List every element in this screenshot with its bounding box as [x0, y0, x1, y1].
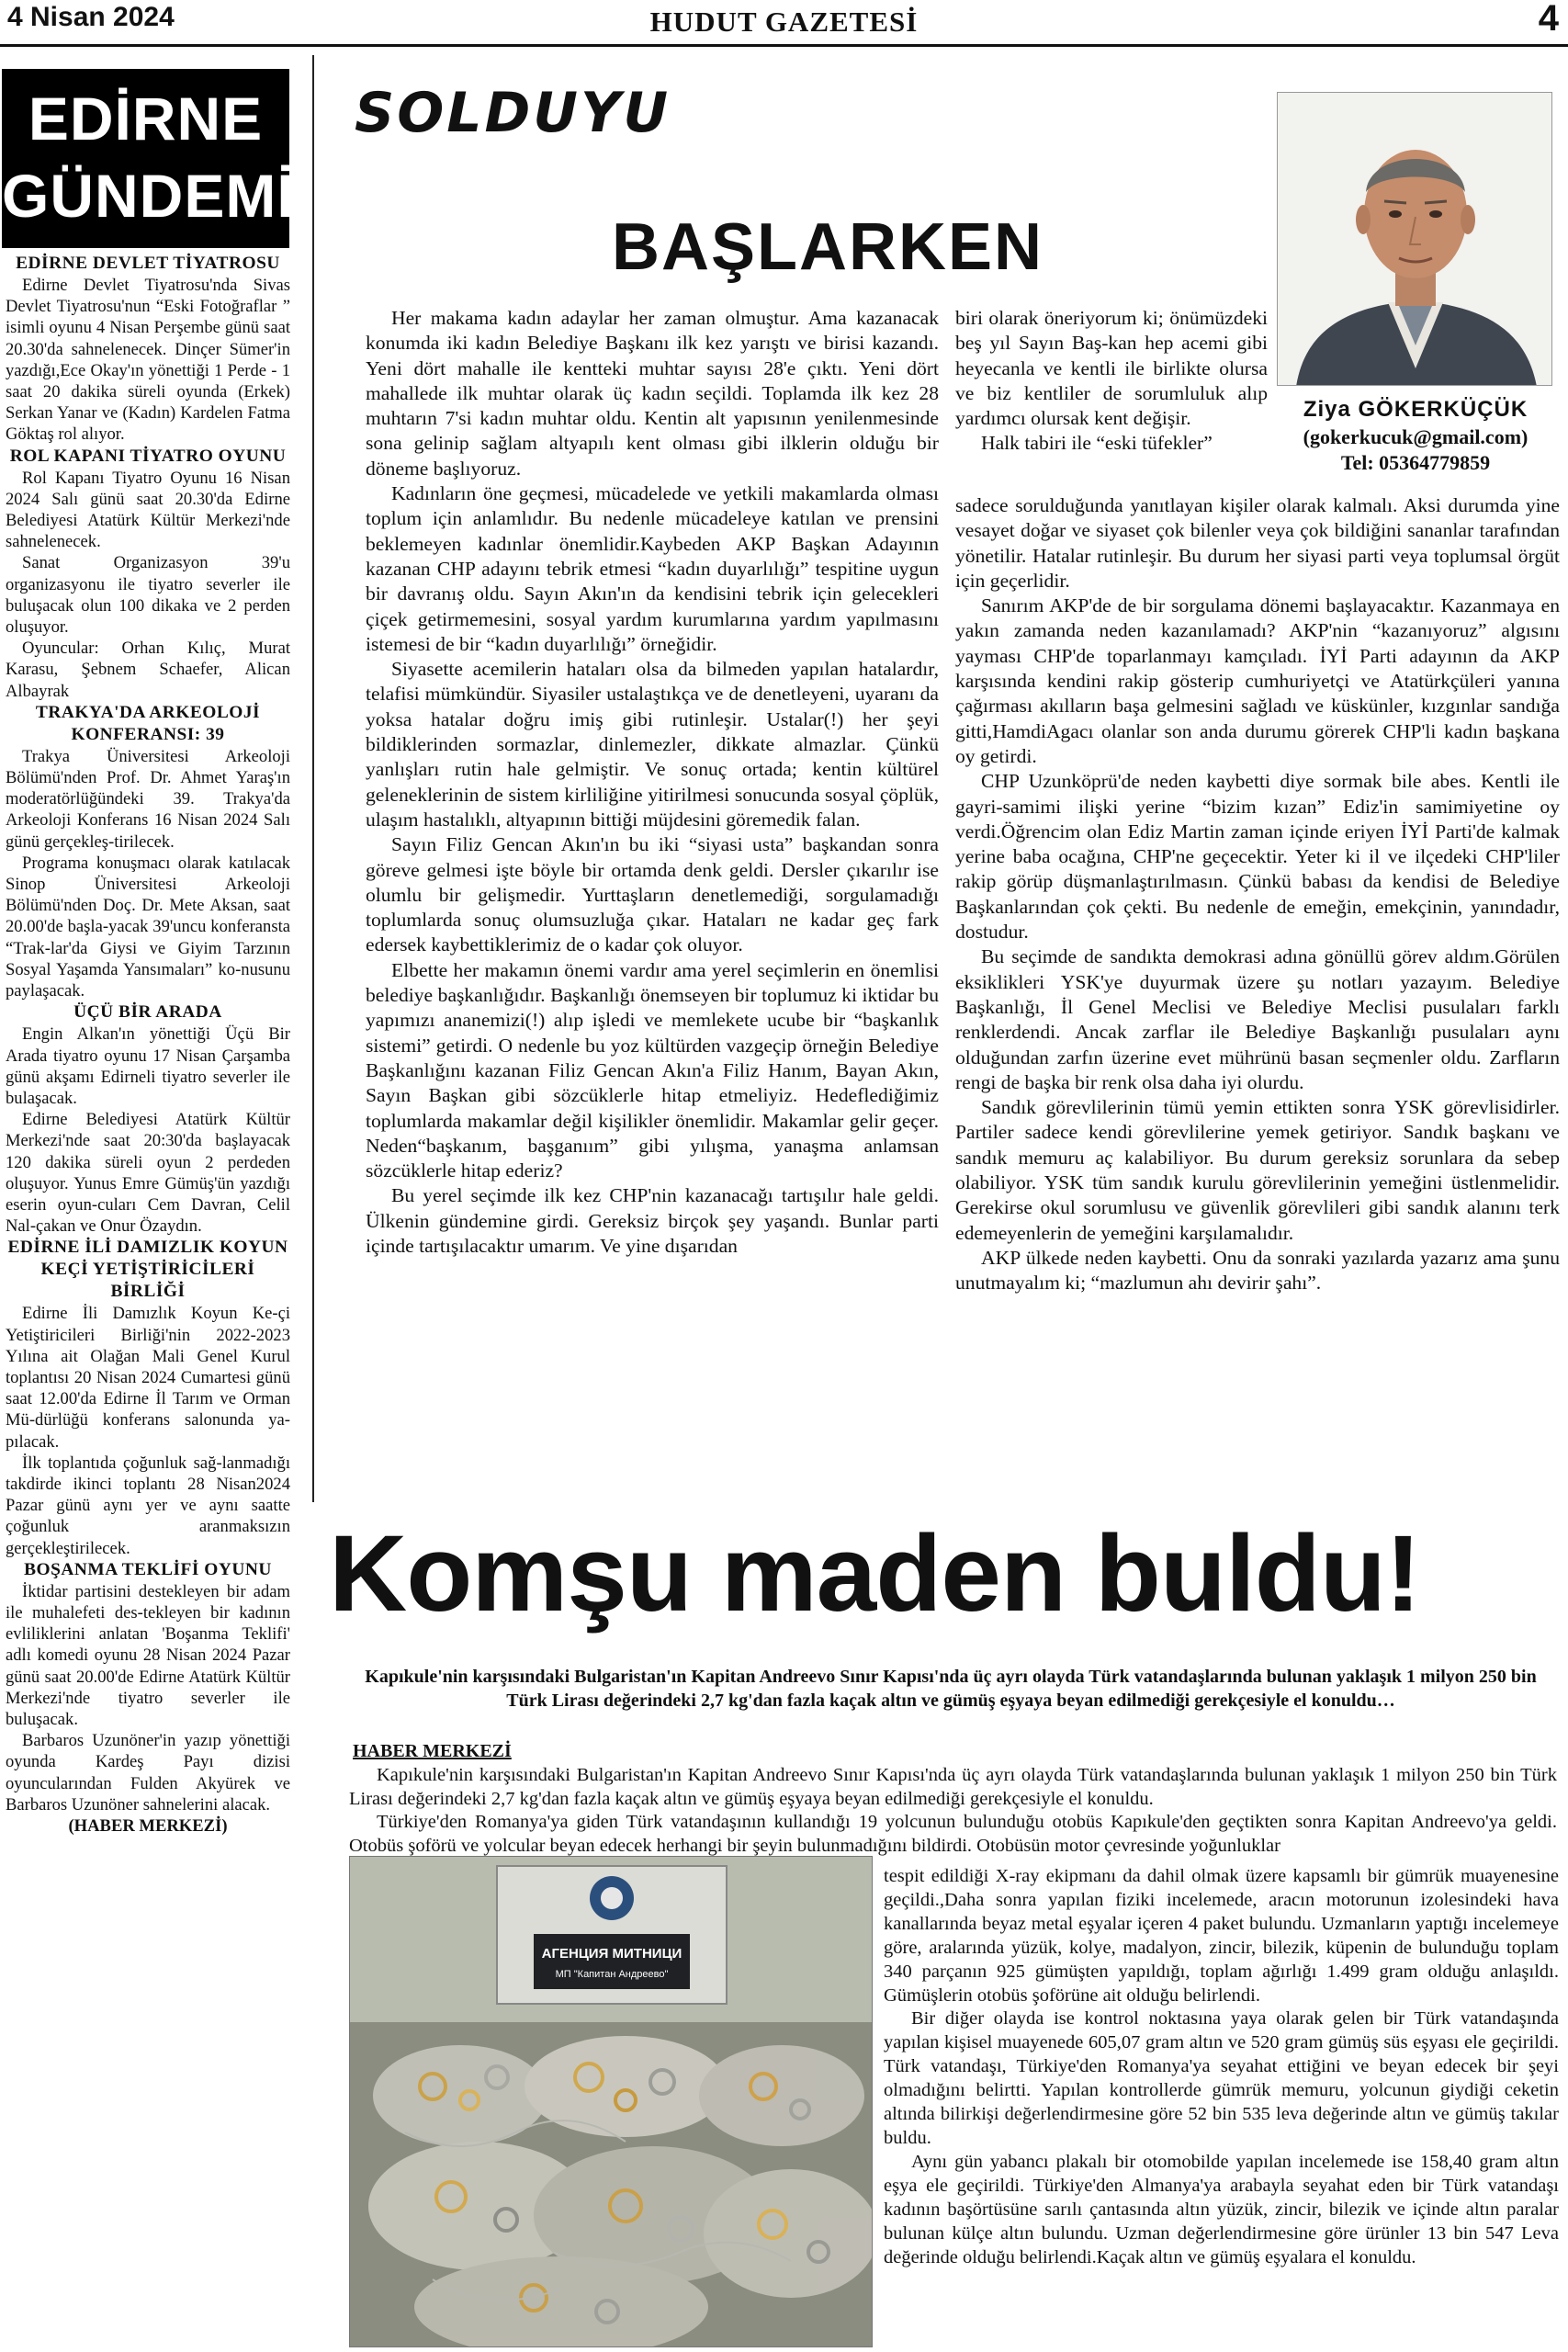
- news-paragraph: Kapıkule'nin karşısındaki Bulgaristan'ın Kapitan Andreevo Sınır Kapısı'nda üç ayrı olayda Türk vatandaşlarında bulunan yaklaşık 1 milyon 250 bin Türk Lirası değerindeki 2,7 kg'dan fazla kaçak altın ve gümüş eşyaya beyan edilmediği gerekçesiyle el konuldu.: [349, 1765, 1557, 1809]
- column-text-right: [955, 493, 1560, 1504]
- news-paragraph: Türkiye'den Romanya'ya giden Türk vatandaşının kullandığı 19 yolcunun bulunduğu otobüs Kapıkule'den geçtikten sonra Kapitan Andreevo'ya geldi. Otobüs şoförü ve yolcular beyan edecek herhangi bir şeyin bulunmadığını bildirdi. Otobüsün motor çevresinde yoğunluklar: [349, 1812, 1557, 1856]
- column-paragraph: Sayın Filiz Gencan Akın'ın bu iki “siyasi usta” başkandan sonra göreve gelmesi işte böyle bir ortamda denk geldi. Dersler çıkarılır ise olumlu bir gelişmedir. Yurttaşların denetlemediği, sorgulamadığı toplumlarda sonuç olumsuzluğa çıkar. Hataları ne kadar geç fark edersek kaybettiklerimiz de o kadar çok oluyor.: [366, 833, 939, 956]
- left-news-column: [6, 253, 290, 2349]
- section-heading: BOŞANMA TEKLİFİ OYUNU: [24, 1559, 272, 1579]
- issue-date: 4 Nisan 2024: [7, 2, 175, 32]
- section-heading: ROL KAPANI TİYATRO OYUNU: [9, 446, 287, 466]
- column-paragraph: CHP Uzunköprü'de neden kaybetti diye sormak bile abes. Kentli ile gayri-samimi ilişki yerine “bizim kızan” Ediz'in samimiyetine oy verdi.Öğrencim olan Ediz Martin zaman içinde eriyen İYİ Parti'de kalmak yerine baba ocağına, CHP'ne geçecektir. Yeter ki il ve ilçedeki CHP'liler rakip görüp düşmanlaştırılmasın. Çünkü babası da kendisi de Belediye Başkanlarından çok çekti. Bu nedenle de emeğin, emekçinin, yanındadır, dostudur.: [955, 770, 1560, 944]
- news-text-full-width: [349, 1764, 1557, 1858]
- news-photo: [349, 1856, 873, 2347]
- column-paragraph: Halk tabiri ile “eski tüfekler”: [981, 432, 1213, 455]
- news-text-right: [884, 1865, 1559, 2347]
- news-headline: Komşu maden buldu!: [329, 1513, 1421, 1634]
- gundem-title-line1: EDİRNE: [28, 85, 264, 153]
- news-byline: HABER MERKEZİ: [353, 1741, 512, 1761]
- page-number: 4: [1538, 0, 1559, 39]
- column-paragraph: Bu yerel seçimde ilk kez CHP'nin kazanacağı tartışılır hale geldi. Ülkenin gündemine girdi. Gereksiz birçok şey yaşandı. Bunlar parti içinde tartışılacaktır umarım. Ve yine dışarıdan: [366, 1184, 939, 1257]
- author-phone: Tel: 05364779859: [1340, 451, 1491, 474]
- seized-jewelry-illustration: [350, 1857, 873, 2347]
- section-paragraph: Rol Kapanı Tiyatro Oyunu 16 Nisan 2024 Salı günü saat 20.30'da Edirne Belediyesi Atatürk Kültür Merkezi'nde sahnelenecek.: [6, 468, 290, 552]
- column-paragraph: Siyasette acemilerin hataları olsa da bilmeden yapılan hatalardır, telafisi mümkündür. Siyasiler ustalaştıkça ve de denetleyeni, uyaranı da yoksa hatalar doğru imiş gibi rutinleşir. Ustalar(!) her şeyi bildiklerinden sormazlar, dinlemezler, dikkate almazlar. Çünkü yanlışları rutin hale gelmiştir. Ve sonuç ortada; kentin kültürel geleneklerinin de sistem kirliliğine yitirilmesi sonucunda sosyal çöplük, ulaşım hastalıklı, altyapının bittiği müjdesini göremedik falan.: [366, 658, 939, 831]
- section-heading: EDİRNE DEVLET TİYATROSU: [16, 254, 280, 273]
- author-email: (gokerkucuk@gmail.com): [1303, 425, 1529, 448]
- section-paragraph: Engin Alkan'ın yönettiği Üçü Bir Arada tiyatro oyunu 17 Nisan Çarşamba günü akşamı Edirneli tiyatro severler ile bulaşacak.: [6, 1024, 290, 1108]
- section-paragraph: Sanat Organizasyon 39'u organizasyonu ile tiyatro severler ile buluşacak olun 100 dikaka ve 2 perden oluşuyor.: [6, 553, 290, 638]
- section-heading: TRAKYA'DA ARKEOLOJİ KONFERANSI: 39: [35, 702, 261, 744]
- customs-sign-line1: АГЕНЦИЯ МИТНИЦИ: [541, 1946, 682, 1962]
- section-paragraph: Edirne İli Damızlık Koyun Ke-çi Yetiştiricileri Birliği'nin 2022-2023 Yılına ait Olağan Mali Genel Kurul toplantısı 20 Nisan 2024 Cumartesi günü saat 12.00'da Edirne İl Tarım ve Orman Mü-dürlüğü konferans salonunda ya-pılacak.: [6, 1304, 290, 1452]
- section-paragraph: Trakya Üniversitesi Arkeoloji Bölümü'nden Prof. Dr. Ahmet Yaraş'ın moderatörlüğündeki 39. Trakya'da Arkeoloji Konferans 16 Nisan 2024 Salı günü gerçekleş-tirilecek.: [6, 746, 290, 852]
- column-text-right-top: [955, 306, 1268, 490]
- column-paragraph: Kadınların öne geçmesi, mücadelede ve yetkili makamlarda olması toplum için anlamlıdır. Bu nedenle mücadeleye katılan ve prensini beklemeyen kadınlar önemlidir.Kaybeden AKP Başkan Adayının kazanan CHP adayını tebrik etmesi “kadın duyarlılığı” tespitine uygun bir davranış oldu. Sayın Akın'ın da kendisini tebrik için gelecekleri çiçek getirmemesini, sosyal yardım kurumlarına yardım yapılmasını istemesi de bir “kadın duyarlılığı” örneğidir.: [366, 482, 939, 655]
- author-portrait-illustration: [1278, 93, 1552, 386]
- news-paragraph: Bir diğer olayda ise kontrol noktasına yaya olarak gelen bir Türk vatandaşında yapılan kişisel muayenede 605,07 gram altın ve 520 gram gümüş süs eşyası ele geçirildi. Türk vatandaşı, Türkiye'den Romanya'ya seyahat ettiğini ve beyan edecek bir şeyi olmadığını belirtti. Yapılan kontrollerde gümrük memuru, yolcunun giydiği ceketin altında bilirkişi değerlendirmesine göre 52 bin 535 leva değerinde altın ve gümüş takılar buldu.: [884, 2008, 1559, 2148]
- section-paragraph: Edirne Belediyesi Atatürk Kültür Merkezi'nde saat 20:30'da başlayacak 120 dakika süreli oyun 2 perdeden oluşuyor. Yunus Emre Gümüş'ün yazdığı eserin oyun-cuları Cem Davran, Celil Nal-çakan ve Onur Özaydın.: [6, 1110, 290, 1237]
- left-source: (HABER MERKEZİ): [68, 1816, 228, 1836]
- section-paragraph: Barbaros Uzunöner'in yazıp yönettiği oyunda Kardeş Payı dizisi oyuncularından Fulden Akyürek ve Barbaros Uzunöner sahnelerini alacak.: [6, 1731, 290, 1815]
- author-photo: [1277, 92, 1552, 386]
- section-paragraph: İlk toplantıda çoğunluk sağ-lanmadığı takdirde ikinci toplantı 28 Nisan2024 Pazar günü aynı yer ve aynı saatte çoğunluk aranmaksızın gerçekleştirilecek.: [6, 1453, 290, 1558]
- column-paragraph: Her makama kadın adaylar her zaman olmuştur. Ama kazanacak konumda iki kadın Belediye Başkanı ilk kez yarıştı ve birisi kazandı. Yeni dört mahalle ile kentteki muhtar sayısı 28'e çıktı. Yeni dört mahallede ilk muhtar olarak üç kadın seçildi. Toplamda ilk kez 28 muhtarın 7'si kadın muhtar oldu. Kentin alt yapısının yenilenmesinde sona gelinip sağlam altyapılı kent olması gibi ilklerin olduğu bir döneme başlıyoruz.: [366, 307, 939, 480]
- author-name: Ziya GÖKERKÜÇÜK: [1303, 397, 1529, 422]
- column-divider: [312, 55, 314, 1502]
- section-heading: ÜÇÜ BİR ARADA: [73, 1002, 222, 1023]
- header-rule: [0, 44, 1568, 47]
- column-text-left: [366, 306, 939, 1500]
- column-paragraph: Sanırım AKP'de de bir sorgulama dönemi başlayacaktır. Kazanmaya en yakın zamanda neden kazanılamadı? AKP'nin “kazanıyoruz” algısını yayması CHP'de toparlanmayı kamçıladı. İYİ Parti adayının da AKP karşısında kendini rakip gösterip cumhuriyetçi ve Atatürkçüleri yanına çağırması akılların başa gelmesini sağladı ve küskünler, kızgınlar sandığa gitti,HamdiAgacı olanlar son anda durumu görerek CHP'li kadın başkana oy getirdi.: [955, 594, 1560, 767]
- article-title: BAŞLARKEN: [612, 210, 1044, 284]
- gundem-title-line2: GÜNDEMİ: [2, 162, 295, 230]
- column-title: SOLDUYU: [355, 81, 671, 145]
- news-paragraph: Aynı gün yabancı plakalı bir otomobilde yapılan incelemede ise 158,40 gram altın eşya ele geçirildi. Türkiye'den Almanya'ya arabayla seyahat eden bir Türk vatandaşı kadının başörtüsüne sarılı çantasında altın yüzük, zincir, bilezik ve içinde altın paralar bulunan külçe altın bulundu. Uzman değerlendirmesine göre ürünler 13 bin 547 Leva değerinde olduğu belirlendi.Kaçak altın ve gümüş eşyalara el konuldu.: [884, 2151, 1559, 2267]
- section-paragraph: Edirne Devlet Tiyatrosu'nda Sivas Devlet Tiyatrosu'nun “Eski Fotoğraflar ” isimli oyunu 4 Nisan Perşembe günü saat 20.30'da sahnelenecek. Dinçer Sümer'in yazdığı,Ece Okay'ın yönettiği 1 Perde - 1 saat 20 dakika süreli oyunda (Erkek) Serkan Yanar ve (Kadın) Kardelen Fatma Göktaş rol alıyor.: [6, 276, 290, 445]
- column-paragraph: Elbette her makamın önemi vardır ama yerel seçimlerin en önemlisi belediye başkanlığıdır. Başkanlığı önemseyen bir toplumuz ki iktidar bu yapımızı ananemizi(!) alıp işledi ve memlekete ucube bir “başkanlık sistemi” getirdi. O nedenle bu yoz kültürden vazgeçip örneğin Belediye Başkanlığını kazanan Filiz Gencan Akın'a Filiz Hanım, Bayan Akın, Sayın Başkan gibi sözcüklerle hitap etmeliyiz. Hedeflediğimiz toplumlarda makamlar değil kişilikler önemlidir. Makamlar gelir geçer. Neden“başkanım, başganıım” gibi yılışma, yanaşma anlamsan sözcüklerle hitap ederiz?: [366, 958, 939, 1182]
- customs-sign-line2: МП "Капитан Андреево": [555, 1969, 669, 1980]
- section-heading: EDİRNE İLİ DAMIZLIK KOYUN KEÇİ YETİŞTİRİCİLERİ BİRLİĞİ: [7, 1238, 288, 1302]
- column-paragraph: Sandık görevlilerinin tümü yemin ettikten sonra YSK görevlisidirler. Partiler sadece kendi görevlilerine yemek getiriyor. Sandık başkanı ve sandık memuru aç kalabiliyor. Bu durum gereksiz sorunlara da sebep olabiliyor. YSK tüm sandık kurulu görevlilerinin yemeğini üstlenmelidir. Gerekirse okul sorumlusu ve güvenlik görevlileri gibi sandık alanını terk edemeyenlerin de yemeğini karşılamalıdır.: [955, 1096, 1560, 1244]
- section-paragraph: İktidar partisini destekleyen bir adam ile muhalefeti des-tekleyen bir kadının evliliklerini anlatan 'Boşanma Teklifi' adlı komedi oyunu 28 Nisan 2024 Pazar günü saat 20.00'de Edirne Atatürk Kültür Merkezi'nde tiyatro severler ile buluşacak.: [6, 1581, 290, 1729]
- section-paragraph: Oyuncular: Orhan Kılıç, Murat Karasu, Şebnem Schaefer, Alican Albayrak: [6, 639, 290, 701]
- column-paragraph: Bu seçimde de sandıkta demokrasi adına gönüllü görev aldım.Görülen eksiklikleri YSK'ye duyurmak üzere şu notları yazayım. Belediye Başkanlığı, İl Genel Meclisi ve Belediye Meclisi pusulaları farklı renklerdendi. Ancak zarflar ile Belediye Başkanlığı pusulaları aynı olduğundan zarfın üzerine evet mührünü basan seçmenler oldu. Zarfların rengi de başka bir renk olsa daha iyi olurdu.: [955, 945, 1560, 1093]
- column-paragraph: sadece sorulduğunda yanıtlayan kişiler olarak kalmalı. Aksi durumda yine vesayet doğar ve siyaset çok bilenler veya çok bildiğini sananlar tarafından yönetilir. Hatalar rutinleşir. Bu durum her siyasi parti veya toplumsal örgüt için geçerlidir.: [955, 494, 1560, 592]
- column-paragraph: biri olarak öneriyorum ki; önümüzdeki beş yıl Sayın Baş-kan hep acemi gibi heyecanla ve kentli ile birlikte olursa ve biz kentliler de sorumluluk alıp yardımcı olursak kent değişir.: [955, 307, 1268, 430]
- edirne-gundemi-box: [2, 69, 295, 248]
- column-paragraph: AKP ülkede neden kaybetti. Onu da sonraki yazılarda yazarız ama şunu unutmayalım ki; “mazlumun ahı devirir şahı”.: [955, 1246, 1560, 1295]
- news-spot: Kapıkule'nin karşısındaki Bulgaristan'ın Kapitan Andreevo Sınır Kapısı'nda üç ayrı olayda Türk vatandaşlarında bulunan yaklaşık 1 milyon 250 bin Türk Lirası değerindeki 2,7 kg'dan fazla kaçak altın ve gümüş eşyaya beyan edilmediği gerekçesiyle el konuldu…: [365, 1667, 1537, 1711]
- section-paragraph: Programa konuşmacı olarak katılacak Sinop Üniversitesi Arkeoloji Bölümü'nden Doç. Dr. Mete Aksan, saat 20.00'de başla-yacak 39'uncu konferansta “Trak-lar'da Giysi ve Giyim Tarzının Sosyal Yaşamda Yansımaları” ko-nusunu paylaşacak.: [6, 853, 290, 1001]
- newspaper-name: HUDUT GAZETESİ: [649, 6, 919, 38]
- news-paragraph: tespit edildiği X-ray ekipmanı da dahil olmak üzere kapsamlı bir gümrük muayenesine geçildi.,Daha sonra yapılan fiziki incelemede, aracın motorunun izolesindeki hava kanallarında beyaz metal eşyalar içeren 4 paket bulundu. Uzmanların yaptığı incelemeye göre, aralarında yüzük, kolye, madalyon, zincir, bilezik, küpenin de bulunduğu toplam 340 parçanın 925 gümüşten yapıldığı, toplam ağırlığı 1.499 gram olduğu anlaşıldı. Gümüşlerin otobüs şoförüne ait olduğu belirlendi.: [884, 1866, 1559, 2006]
